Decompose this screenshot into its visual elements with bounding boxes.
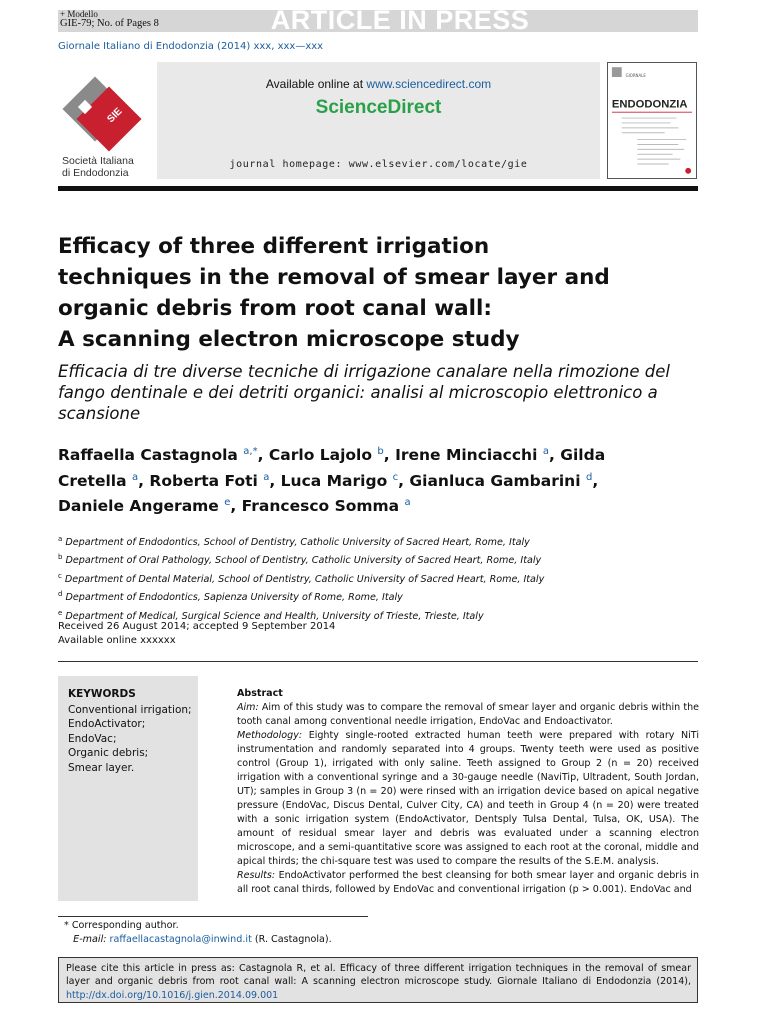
author-affiliation-marker[interactable]: d [585, 471, 593, 483]
page-count-label: GIE-79; No. of Pages 8 [60, 18, 159, 29]
corresponding-footnote [64, 919, 332, 946]
footnote-rule [58, 916, 368, 917]
online-date: Available online xxxxxx [58, 635, 176, 646]
affiliation-item: $^a$ Department of Endodontics, School of Dentistry, Catholic University of Sacred Heart, Rome, Italy [58, 535, 530, 549]
title-line: organic debris from root canal wall: [58, 296, 492, 321]
received-date: Received 26 August 2014; accepted 9 September 2014 [58, 621, 336, 632]
society-name-line1: Società Italiana [62, 155, 134, 167]
author-name[interactable]: Carlo Lajolo [268, 446, 373, 465]
doi-link[interactable]: http://dx.doi.org/10.1016/j.gien.2014.09.001 [66, 989, 279, 1001]
affiliation-list [58, 532, 698, 624]
abstract-methodology: Methodology: Eighty single-rooted extracted human teeth were prepared with rotary NiTi instrumentation and randomly separated into 4 groups. Twenty teeth were used as positive control (Group 1), irrigated with only saline. Teeth assigned to Group 2 (n = 20) received irrigation with a conventional syringe and a 30-gauge needle (NaviTip, Ultradent, South Jordan, UT); samples in Group 3 (n = 20) were rinsed with an irrigation device based on apical negative pressure (EndoVac, Discus Dental, Culver City, CA) and teeth in Group 4 (n = 20) were treated with a sonic irrigation system (EndoActivator, Dentsply Tulsa Dental, Tulsa, OK, USA). The amount of residual smear layer and debris was evaluated under a scanning electron microscope, and a semi-quantitative score was assigned to each root at the coronal, middle and apical thirds; the chi-square test was used to compare the results of the S.E.M. analysis. [237, 730, 699, 868]
title-line: techniques in the removal of smear layer and [58, 265, 610, 290]
email-line: E-mail: raffaellacastagnola@inwind.it (R. Castagnola). [73, 933, 332, 945]
available-prefix: Available online at [265, 77, 367, 91]
author-affiliation-marker[interactable]: a,* [243, 446, 258, 457]
citation-text: Please cite this article in press as: Castagnola R, et al. Efficacy of three different irrigation techniques in the removal of smear layer and organic debris from root canal wall: A scanning electron microscope study. Giornale Italiano di Endodonzia (2014), http://dx.doi.org/10.1016/j.gien.2014.09.001 [66, 963, 691, 1001]
author-name[interactable]: Francesco Somma [241, 497, 400, 516]
keyword-item: EndoActivator; [68, 718, 146, 731]
affiliation-item: $^b$ Department of Oral Pathology, School of Dentistry, Catholic University of Sacred Heart, Rome, Italy [58, 553, 542, 567]
article-dates [58, 620, 335, 648]
sie-logo-text: SIE [105, 105, 125, 126]
sciencedirect-link[interactable]: www.sciencedirect.com [366, 77, 492, 91]
author-name[interactable]: Irene Minciacchi [395, 446, 538, 465]
affiliation-item: $^c$ Department of Dental Material, School of Dentistry, Catholic University of Sacred Heart, Rome, Italy [58, 571, 545, 586]
abstract-section [237, 687, 699, 897]
affiliation-item: $^e$ Department of Medical, Surgical Science and Health, University of Trieste, Trieste, Italy [58, 608, 484, 623]
modello-label: + Modello [60, 9, 98, 19]
abstract-aim: Aim: Aim of this study was to compare the removal of smear layer and organic debris within the tooth canal among conventional needle irrigation, EndoVac and Endoactivator. [237, 702, 699, 728]
journal-homepage[interactable]: journal homepage: www.elsevier.com/locate/gie [229, 159, 528, 170]
journal-reference[interactable]: Giornale Italiano di Endodonzia (2014) xxx, xxx—xxx [58, 41, 324, 52]
keywords-list [68, 703, 192, 775]
title-line: A scanning electron microscope study [58, 327, 520, 352]
section-rule [58, 661, 698, 662]
keyword-item: Conventional irrigation; [68, 704, 192, 716]
keyword-item: Smear layer. [68, 761, 135, 774]
author-name[interactable]: Gilda Cretella [58, 446, 606, 490]
email-link[interactable]: raffaellacastagnola@inwind.it [109, 933, 252, 945]
author-affiliation-marker[interactable]: a [404, 497, 411, 509]
society-name [62, 155, 134, 179]
keyword-item: EndoVac; [68, 732, 117, 745]
author-list: Raffaella Castagnola $^{a,*}$, Carlo Lajolo $^b$, Irene Minciacchi $^a$, Gilda Cretella $^a$, Roberta Foti $^a$, Luca Marigo $^c$, Gianluca Gambarini $^d$, Daniele Angerame $^e$, Francesco Somma $^a$ [58, 446, 606, 516]
abstract-heading: Abstract [237, 688, 283, 699]
svg-text:GIORNALE: GIORNALE [625, 72, 646, 78]
title-line: Efficacy of three different irrigation [58, 234, 490, 259]
author-affiliation-marker[interactable]: a [542, 446, 549, 457]
author-affiliation-marker[interactable]: a [263, 471, 270, 483]
author-name[interactable]: Gianluca Gambarini [409, 471, 581, 490]
author-affiliation-marker[interactable]: b [377, 446, 384, 457]
available-online [157, 77, 600, 91]
author-name[interactable]: Daniele Angerame [58, 497, 219, 516]
author-affiliation-marker[interactable]: c [392, 471, 399, 483]
cover-title: ENDODONZIA [611, 98, 688, 111]
keywords-heading: KEYWORDS [68, 688, 136, 700]
article-title [58, 231, 658, 355]
author-name[interactable]: Roberta Foti [149, 471, 258, 490]
author-name[interactable]: Raffaella Castagnola [58, 446, 238, 465]
author-affiliation-marker[interactable]: a [131, 471, 139, 483]
header-rule [58, 186, 698, 191]
keyword-item: Organic debris; [68, 747, 149, 760]
corresponding-author-label: * Corresponding author. [64, 920, 179, 931]
author-affiliation-marker[interactable]: e [224, 497, 231, 509]
italian-subtitle: Efficacia di tre diverse tecniche di irrigazione canalare nella rimozione del fango dentinale e dei detriti organici: analisi al microscopio elettronico a scansione [58, 362, 670, 423]
abstract-results: Results: EndoActivator performed the best cleansing for both smear layer and organic debris in all root canal thirds, followed by EndoVac and conventional irrigation (p > 0.001). EndoVac and [237, 870, 699, 896]
sciencedirect-logo: ScienceDirect [315, 97, 442, 118]
journal-cover-image [607, 62, 697, 179]
affiliation-item: $^d$ Department of Endodontics, Sapienza University of Rome, Rome, Italy [58, 590, 403, 604]
society-name-line2: di Endodonzia [62, 167, 129, 179]
article-in-press-text: ARTICLE IN PRESS [270, 5, 530, 35]
author-name[interactable]: Luca Marigo [280, 471, 388, 490]
